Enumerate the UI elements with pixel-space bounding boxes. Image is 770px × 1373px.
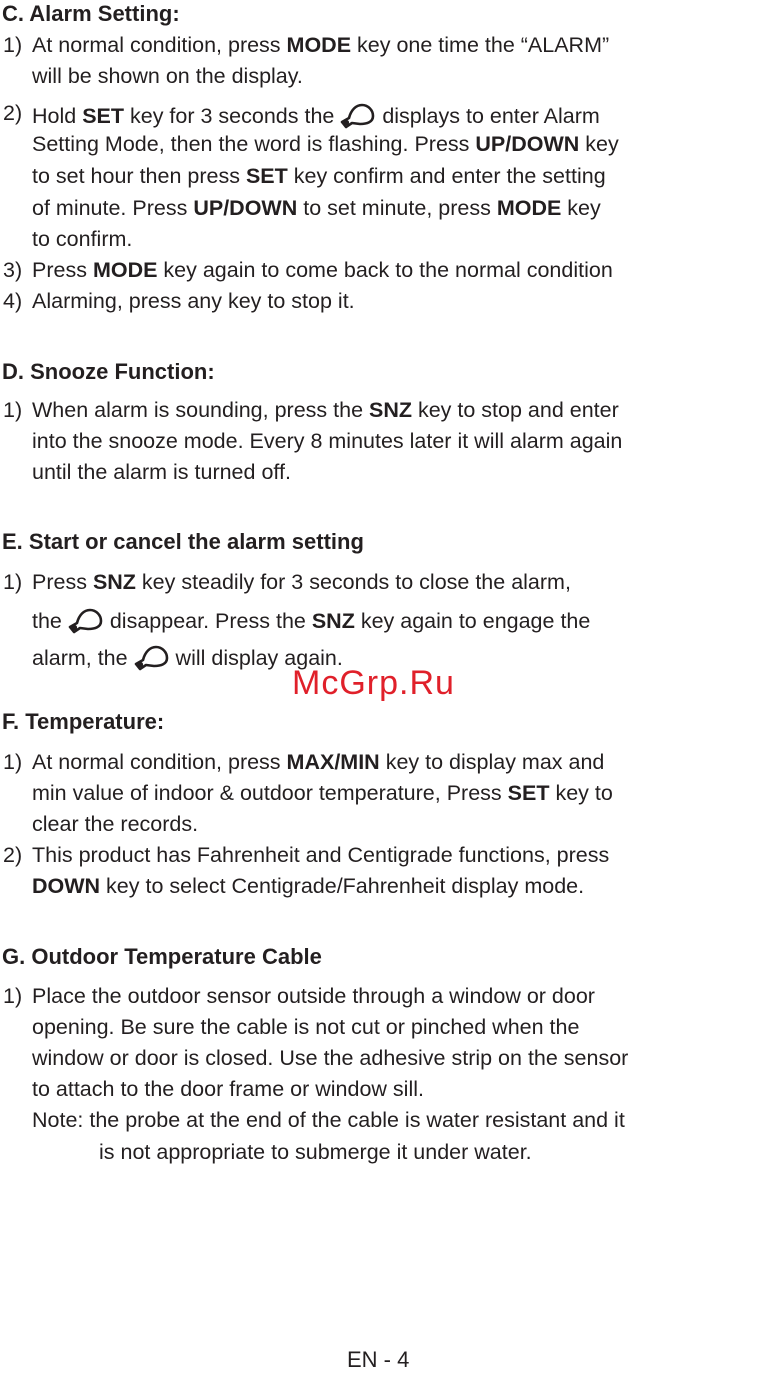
text-line [32,570,571,595]
text-line [32,460,291,485]
text-run: Hold [32,104,83,128]
item-number: 2) [3,101,23,125]
text-run: At normal condition, press [32,33,287,57]
text-run: key again to engage the [354,609,591,633]
text-run: When alarm is sounding, press the [32,398,369,422]
text-run: key to [549,781,613,805]
text-line [32,258,613,283]
text-run: is not appropriate to submerge it under water. [99,1140,532,1164]
item-number: 1) [3,398,23,422]
text-line [32,398,619,423]
text-run: Press [32,258,93,282]
text-run: key for 3 seconds the [124,104,341,128]
text-run: Setting Mode, then the word is flashing. Press [32,132,476,156]
text-run: will be shown on the display. [32,64,303,88]
text-run: until the alarm is turned off. [32,460,291,484]
text-line [32,429,622,454]
text-run: key to display max and [379,750,605,774]
key-name: MAX/MIN [286,750,380,774]
text-run: key one time the “ALARM” [351,33,610,57]
key-name: SET [82,104,125,128]
text-run: Alarming, press any key to stop it. [32,289,355,313]
text-line [32,874,584,899]
text-line [32,843,609,868]
text-run: to set minute, press [297,196,497,220]
text-run: the [32,609,68,633]
text-line [32,1046,628,1071]
bell-icon [68,606,104,634]
text-line [32,227,132,252]
text-run: key [579,132,619,156]
text-line [32,984,595,1009]
text-run: to confirm. [32,227,133,251]
text-line [32,101,600,129]
text-line [32,1015,579,1040]
text-run: key steadily for 3 seconds to close the alarm, [135,570,571,594]
text-run: of minute. Press [32,196,194,220]
text-run: displays to enter Alarm [376,104,600,128]
section-heading-f: F. Temperature: [2,709,165,734]
text-run: key [561,196,601,220]
key-name: UP/DOWN [193,196,298,220]
text-line [32,64,303,89]
text-line [32,33,609,58]
text-run: Place the outdoor sensor outside through a window or door [32,984,595,1008]
key-name: SET [507,781,550,805]
text-run: disappear. Press the [103,609,312,633]
watermark: McGrp.Ru [292,664,455,702]
text-line [32,781,613,806]
section-heading-e: E. Start or cancel the alarm setting [2,529,364,554]
text-line [32,750,604,775]
text-line [32,1077,424,1102]
bell-icon [340,101,376,129]
text-line [32,164,606,189]
text-run: key to stop and enter [412,398,619,422]
text-run: At normal condition, press [32,750,287,774]
key-name: SNZ [92,570,136,594]
page-number: EN - 4 [347,1347,410,1372]
item-number: 1) [3,33,23,57]
text-run: Press [32,570,93,594]
text-run: will display again. [169,646,343,670]
key-name: SET [245,164,288,188]
text-line [32,132,619,157]
text-run: window or door is closed. Use the adhesive strip on the sensor [32,1046,629,1070]
section-heading-d: D. Snooze Function: [2,359,215,384]
text-line [32,196,601,221]
text-run: This product has Fahrenheit and Centigrade functions, press [32,843,610,867]
section-heading-g: G. Outdoor Temperature Cable [2,944,322,969]
item-number: 1) [3,750,23,774]
text-run: to set hour then press [32,164,246,188]
text-line [32,812,198,837]
key-name: SNZ [369,398,412,422]
section-heading-c: C. Alarm Setting: [2,1,180,26]
text-run: key again to come back to the normal condition [157,258,613,282]
text-run: Note: the probe at the end of the cable is water resistant and it [32,1108,625,1132]
text-run: clear the records. [32,812,199,836]
text-line [32,1108,625,1133]
key-name: SNZ [311,609,355,633]
item-number: 4) [3,289,23,313]
item-number: 3) [3,258,23,282]
text-run: to attach to the door frame or window sill. [32,1077,424,1101]
key-name: UP/DOWN [475,132,580,156]
key-name: MODE [92,258,158,282]
text-run: opening. Be sure the cable is not cut or pinched when the [32,1015,580,1039]
text-run: min value of indoor & outdoor temperature, Press [32,781,508,805]
key-name: MODE [286,33,352,57]
item-number: 1) [3,570,23,594]
bell-icon [134,643,170,671]
key-name: MODE [496,196,562,220]
key-name: DOWN [32,874,101,898]
text-line [99,1140,532,1165]
text-line [32,289,355,314]
text-run: key confirm and enter the setting [287,164,606,188]
text-run: key to select Centigrade/Fahrenheit display mode. [100,874,585,898]
text-run: alarm, the [32,646,134,670]
text-line [32,606,590,634]
item-number: 1) [3,984,23,1008]
text-run: into the snooze mode. Every 8 minutes later it will alarm again [32,429,623,453]
item-number: 2) [3,843,23,867]
